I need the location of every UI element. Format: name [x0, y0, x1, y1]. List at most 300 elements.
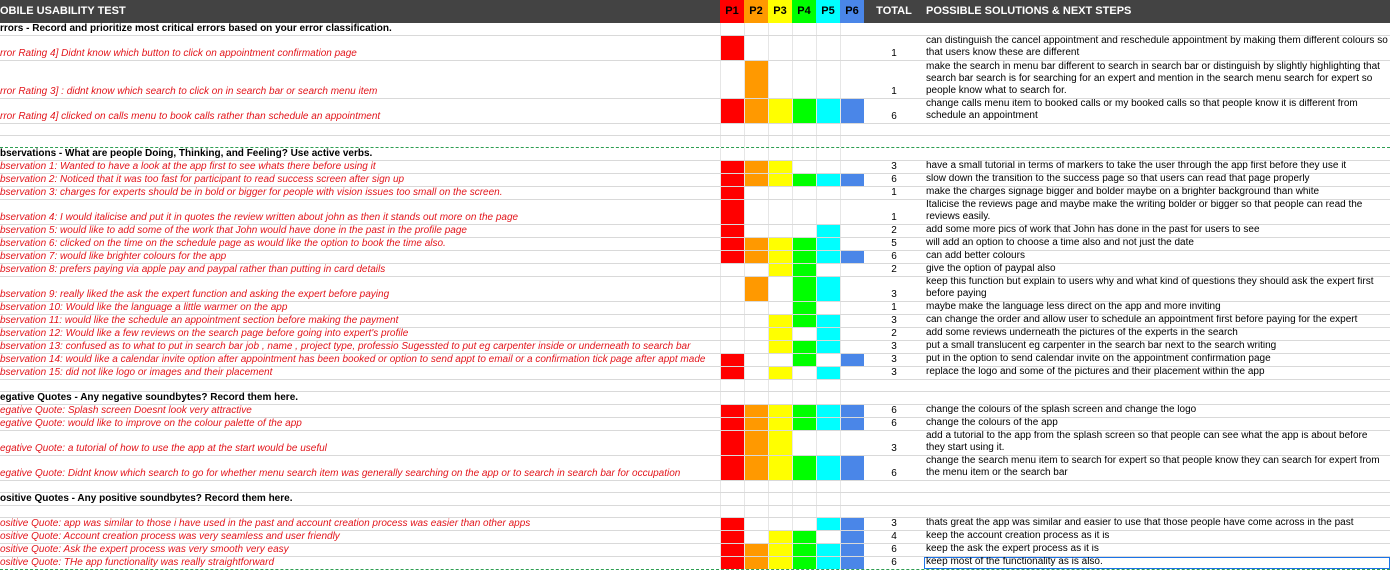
participant-cell-p6[interactable] [840, 392, 864, 404]
participant-cell-p2[interactable] [744, 136, 768, 147]
participant-cell-p6[interactable] [840, 380, 864, 391]
participant-cell-p4[interactable] [792, 481, 816, 492]
participant-cell-p4[interactable] [792, 264, 816, 276]
participant-cell-p3[interactable] [768, 328, 792, 340]
solution-cell[interactable] [924, 99, 1390, 123]
participant-cell-p1[interactable] [720, 61, 744, 98]
participant-cell-p1[interactable] [720, 354, 744, 366]
participant-cell-p4[interactable] [792, 99, 816, 123]
participant-cell-p1[interactable] [720, 225, 744, 237]
finding-cell[interactable] [0, 315, 718, 327]
participant-cell-p5[interactable] [816, 418, 840, 430]
finding-cell[interactable] [0, 238, 718, 250]
participant-cell-p5[interactable] [816, 23, 840, 35]
total-cell[interactable] [866, 418, 922, 430]
participant-cell-p5[interactable] [816, 302, 840, 314]
total-cell[interactable] [866, 238, 922, 250]
finding-cell[interactable] [0, 187, 718, 199]
participant-cell-p6[interactable] [840, 99, 864, 123]
participant-cell-p5[interactable] [816, 456, 840, 480]
participant-cell-p1[interactable] [720, 481, 744, 492]
participant-cell-p4[interactable] [792, 302, 816, 314]
participant-cell-p3[interactable] [768, 367, 792, 379]
participant-cell-p6[interactable] [840, 341, 864, 353]
header-p1[interactable]: P1 [720, 0, 744, 23]
total-cell[interactable] [866, 506, 922, 517]
total-cell[interactable] [866, 557, 922, 569]
participant-cell-p5[interactable] [816, 161, 840, 173]
total-cell[interactable] [866, 367, 922, 379]
solution-cell[interactable] [924, 431, 1390, 455]
participant-cell-p4[interactable] [792, 506, 816, 517]
solution-cell[interactable] [924, 264, 1390, 276]
participant-cell-p1[interactable] [720, 518, 744, 530]
participant-cell-p5[interactable] [816, 200, 840, 224]
participant-cell-p1[interactable] [720, 124, 744, 135]
solution-cell[interactable] [924, 392, 1390, 404]
participant-cell-p4[interactable] [792, 187, 816, 199]
participant-cell-p2[interactable] [744, 200, 768, 224]
participant-cell-p4[interactable] [792, 367, 816, 379]
participant-cell-p6[interactable] [840, 456, 864, 480]
solution-cell[interactable] [924, 23, 1390, 35]
solution-cell[interactable] [924, 328, 1390, 340]
solution-cell[interactable] [924, 277, 1390, 301]
participant-cell-p4[interactable] [792, 544, 816, 556]
participant-cell-p3[interactable] [768, 518, 792, 530]
participant-cell-p6[interactable] [840, 161, 864, 173]
participant-cell-p3[interactable] [768, 341, 792, 353]
finding-cell[interactable] [0, 518, 718, 530]
participant-cell-p4[interactable] [792, 148, 816, 160]
participant-cell-p2[interactable] [744, 148, 768, 160]
participant-cell-p6[interactable] [840, 124, 864, 135]
participant-cell-p2[interactable] [744, 456, 768, 480]
participant-cell-p4[interactable] [792, 493, 816, 505]
participant-cell-p6[interactable] [840, 315, 864, 327]
participant-cell-p5[interactable] [816, 251, 840, 263]
solution-cell[interactable] [924, 148, 1390, 160]
total-cell[interactable] [866, 136, 922, 147]
participant-cell-p6[interactable] [840, 431, 864, 455]
finding-cell[interactable] [0, 431, 718, 455]
participant-cell-p2[interactable] [744, 161, 768, 173]
finding-cell[interactable] [0, 341, 718, 353]
total-cell[interactable] [866, 200, 922, 224]
solution-cell[interactable] [924, 136, 1390, 147]
finding-cell[interactable] [0, 392, 718, 404]
participant-cell-p5[interactable] [816, 277, 840, 301]
participant-cell-p4[interactable] [792, 557, 816, 569]
participant-cell-p1[interactable] [720, 380, 744, 391]
header-p2[interactable]: P2 [744, 0, 768, 23]
solution-cell[interactable] [924, 481, 1390, 492]
solution-cell[interactable] [924, 544, 1390, 556]
participant-cell-p4[interactable] [792, 418, 816, 430]
participant-cell-p2[interactable] [744, 557, 768, 569]
solution-cell[interactable] [924, 518, 1390, 530]
finding-cell[interactable] [0, 354, 718, 366]
total-cell[interactable] [866, 481, 922, 492]
finding-cell[interactable] [0, 174, 718, 186]
finding-cell[interactable] [0, 367, 718, 379]
participant-cell-p5[interactable] [816, 354, 840, 366]
participant-cell-p2[interactable] [744, 544, 768, 556]
participant-cell-p1[interactable] [720, 506, 744, 517]
participant-cell-p1[interactable] [720, 99, 744, 123]
solution-cell[interactable] [924, 124, 1390, 135]
participant-cell-p5[interactable] [816, 124, 840, 135]
participant-cell-p5[interactable] [816, 481, 840, 492]
participant-cell-p2[interactable] [744, 367, 768, 379]
solution-cell[interactable] [924, 36, 1390, 60]
participant-cell-p1[interactable] [720, 23, 744, 35]
participant-cell-p6[interactable] [840, 251, 864, 263]
solution-cell[interactable] [924, 493, 1390, 505]
solution-cell[interactable] [924, 456, 1390, 480]
finding-cell[interactable] [0, 531, 718, 543]
solution-cell[interactable] [924, 557, 1390, 569]
solution-cell[interactable] [924, 341, 1390, 353]
participant-cell-p4[interactable] [792, 251, 816, 263]
participant-cell-p3[interactable] [768, 238, 792, 250]
participant-cell-p1[interactable] [720, 174, 744, 186]
total-cell[interactable] [866, 61, 922, 98]
participant-cell-p5[interactable] [816, 136, 840, 147]
participant-cell-p5[interactable] [816, 531, 840, 543]
header-p6[interactable]: P6 [840, 0, 864, 23]
participant-cell-p6[interactable] [840, 328, 864, 340]
total-cell[interactable] [866, 264, 922, 276]
participant-cell-p2[interactable] [744, 481, 768, 492]
participant-cell-p6[interactable] [840, 200, 864, 224]
total-cell[interactable] [866, 380, 922, 391]
finding-cell[interactable] [0, 161, 718, 173]
participant-cell-p4[interactable] [792, 328, 816, 340]
participant-cell-p3[interactable] [768, 174, 792, 186]
participant-cell-p1[interactable] [720, 328, 744, 340]
participant-cell-p1[interactable] [720, 302, 744, 314]
participant-cell-p4[interactable] [792, 456, 816, 480]
finding-cell[interactable] [0, 544, 718, 556]
participant-cell-p3[interactable] [768, 302, 792, 314]
participant-cell-p4[interactable] [792, 380, 816, 391]
participant-cell-p6[interactable] [840, 238, 864, 250]
participant-cell-p5[interactable] [816, 405, 840, 417]
finding-cell[interactable] [0, 277, 718, 301]
participant-cell-p6[interactable] [840, 531, 864, 543]
solution-cell[interactable] [924, 531, 1390, 543]
participant-cell-p3[interactable] [768, 392, 792, 404]
participant-cell-p6[interactable] [840, 148, 864, 160]
participant-cell-p1[interactable] [720, 405, 744, 417]
total-cell[interactable] [866, 431, 922, 455]
participant-cell-p4[interactable] [792, 431, 816, 455]
finding-cell[interactable] [0, 481, 718, 492]
participant-cell-p4[interactable] [792, 174, 816, 186]
participant-cell-p5[interactable] [816, 225, 840, 237]
participant-cell-p3[interactable] [768, 493, 792, 505]
participant-cell-p6[interactable] [840, 405, 864, 417]
participant-cell-p3[interactable] [768, 148, 792, 160]
participant-cell-p3[interactable] [768, 36, 792, 60]
participant-cell-p5[interactable] [816, 341, 840, 353]
total-cell[interactable] [866, 328, 922, 340]
finding-cell[interactable] [0, 456, 718, 480]
total-cell[interactable] [866, 392, 922, 404]
total-cell[interactable] [866, 36, 922, 60]
participant-cell-p5[interactable] [816, 367, 840, 379]
participant-cell-p4[interactable] [792, 36, 816, 60]
total-cell[interactable] [866, 544, 922, 556]
participant-cell-p3[interactable] [768, 544, 792, 556]
solution-cell[interactable] [924, 161, 1390, 173]
participant-cell-p3[interactable] [768, 251, 792, 263]
participant-cell-p6[interactable] [840, 367, 864, 379]
total-cell[interactable] [866, 518, 922, 530]
total-cell[interactable] [866, 124, 922, 135]
participant-cell-p1[interactable] [720, 315, 744, 327]
participant-cell-p5[interactable] [816, 506, 840, 517]
participant-cell-p6[interactable] [840, 23, 864, 35]
participant-cell-p6[interactable] [840, 136, 864, 147]
participant-cell-p5[interactable] [816, 187, 840, 199]
participant-cell-p1[interactable] [720, 148, 744, 160]
participant-cell-p2[interactable] [744, 493, 768, 505]
total-cell[interactable] [866, 531, 922, 543]
participant-cell-p5[interactable] [816, 328, 840, 340]
participant-cell-p1[interactable] [720, 557, 744, 569]
participant-cell-p2[interactable] [744, 506, 768, 517]
participant-cell-p2[interactable] [744, 225, 768, 237]
participant-cell-p3[interactable] [768, 23, 792, 35]
participant-cell-p2[interactable] [744, 405, 768, 417]
participant-cell-p2[interactable] [744, 302, 768, 314]
participant-cell-p3[interactable] [768, 124, 792, 135]
participant-cell-p5[interactable] [816, 264, 840, 276]
solution-cell[interactable] [924, 238, 1390, 250]
participant-cell-p4[interactable] [792, 124, 816, 135]
participant-cell-p4[interactable] [792, 277, 816, 301]
participant-cell-p4[interactable] [792, 315, 816, 327]
finding-cell[interactable] [0, 557, 718, 569]
participant-cell-p2[interactable] [744, 23, 768, 35]
finding-cell[interactable] [0, 264, 718, 276]
participant-cell-p2[interactable] [744, 36, 768, 60]
participant-cell-p2[interactable] [744, 277, 768, 301]
solution-cell[interactable] [924, 61, 1390, 98]
finding-cell[interactable] [0, 225, 718, 237]
finding-cell[interactable] [0, 99, 718, 123]
participant-cell-p6[interactable] [840, 518, 864, 530]
participant-cell-p3[interactable] [768, 557, 792, 569]
total-cell[interactable] [866, 341, 922, 353]
participant-cell-p5[interactable] [816, 392, 840, 404]
participant-cell-p2[interactable] [744, 61, 768, 98]
participant-cell-p6[interactable] [840, 174, 864, 186]
solution-cell[interactable] [924, 225, 1390, 237]
solution-cell[interactable] [924, 506, 1390, 517]
participant-cell-p5[interactable] [816, 493, 840, 505]
participant-cell-p6[interactable] [840, 36, 864, 60]
participant-cell-p5[interactable] [816, 431, 840, 455]
participant-cell-p3[interactable] [768, 187, 792, 199]
total-cell[interactable] [866, 187, 922, 199]
participant-cell-p3[interactable] [768, 200, 792, 224]
participant-cell-p5[interactable] [816, 61, 840, 98]
participant-cell-p1[interactable] [720, 238, 744, 250]
participant-cell-p2[interactable] [744, 238, 768, 250]
finding-cell[interactable] [0, 200, 718, 224]
participant-cell-p6[interactable] [840, 557, 864, 569]
participant-cell-p1[interactable] [720, 392, 744, 404]
participant-cell-p5[interactable] [816, 238, 840, 250]
participant-cell-p1[interactable] [720, 341, 744, 353]
participant-cell-p3[interactable] [768, 418, 792, 430]
participant-cell-p2[interactable] [744, 174, 768, 186]
participant-cell-p1[interactable] [720, 264, 744, 276]
participant-cell-p4[interactable] [792, 518, 816, 530]
participant-cell-p3[interactable] [768, 380, 792, 391]
participant-cell-p1[interactable] [720, 36, 744, 60]
header-p5[interactable]: P5 [816, 0, 840, 23]
solution-cell[interactable] [924, 251, 1390, 263]
solution-cell[interactable] [924, 405, 1390, 417]
participant-cell-p3[interactable] [768, 315, 792, 327]
participant-cell-p4[interactable] [792, 161, 816, 173]
participant-cell-p3[interactable] [768, 531, 792, 543]
participant-cell-p1[interactable] [720, 200, 744, 224]
participant-cell-p2[interactable] [744, 418, 768, 430]
participant-cell-p1[interactable] [720, 431, 744, 455]
participant-cell-p6[interactable] [840, 302, 864, 314]
total-cell[interactable] [866, 225, 922, 237]
solution-cell[interactable] [924, 187, 1390, 199]
finding-cell[interactable] [0, 23, 718, 35]
total-cell[interactable] [866, 493, 922, 505]
participant-cell-p5[interactable] [816, 557, 840, 569]
total-cell[interactable] [866, 99, 922, 123]
participant-cell-p2[interactable] [744, 315, 768, 327]
participant-cell-p2[interactable] [744, 354, 768, 366]
participant-cell-p4[interactable] [792, 136, 816, 147]
participant-cell-p3[interactable] [768, 431, 792, 455]
participant-cell-p2[interactable] [744, 341, 768, 353]
finding-cell[interactable] [0, 148, 718, 160]
participant-cell-p3[interactable] [768, 225, 792, 237]
participant-cell-p3[interactable] [768, 161, 792, 173]
finding-cell[interactable] [0, 124, 718, 135]
participant-cell-p6[interactable] [840, 187, 864, 199]
total-cell[interactable] [866, 315, 922, 327]
participant-cell-p6[interactable] [840, 418, 864, 430]
participant-cell-p5[interactable] [816, 148, 840, 160]
participant-cell-p6[interactable] [840, 506, 864, 517]
participant-cell-p6[interactable] [840, 493, 864, 505]
participant-cell-p2[interactable] [744, 392, 768, 404]
participant-cell-p1[interactable] [720, 544, 744, 556]
participant-cell-p6[interactable] [840, 481, 864, 492]
participant-cell-p2[interactable] [744, 518, 768, 530]
solution-cell[interactable] [924, 315, 1390, 327]
participant-cell-p4[interactable] [792, 238, 816, 250]
participant-cell-p1[interactable] [720, 251, 744, 263]
total-cell[interactable] [866, 148, 922, 160]
solution-cell[interactable] [924, 380, 1390, 391]
finding-cell[interactable] [0, 36, 718, 60]
participant-cell-p3[interactable] [768, 456, 792, 480]
participant-cell-p5[interactable] [816, 380, 840, 391]
participant-cell-p1[interactable] [720, 187, 744, 199]
participant-cell-p2[interactable] [744, 99, 768, 123]
participant-cell-p5[interactable] [816, 36, 840, 60]
solution-cell[interactable] [924, 354, 1390, 366]
solution-cell[interactable] [924, 302, 1390, 314]
participant-cell-p4[interactable] [792, 225, 816, 237]
participant-cell-p2[interactable] [744, 431, 768, 455]
total-cell[interactable] [866, 161, 922, 173]
participant-cell-p3[interactable] [768, 354, 792, 366]
solution-cell[interactable] [924, 174, 1390, 186]
participant-cell-p3[interactable] [768, 61, 792, 98]
participant-cell-p3[interactable] [768, 506, 792, 517]
total-cell[interactable] [866, 354, 922, 366]
total-cell[interactable] [866, 23, 922, 35]
participant-cell-p3[interactable] [768, 405, 792, 417]
participant-cell-p1[interactable] [720, 456, 744, 480]
participant-cell-p3[interactable] [768, 136, 792, 147]
participant-cell-p1[interactable] [720, 493, 744, 505]
finding-cell[interactable] [0, 380, 718, 391]
solution-cell[interactable] [924, 200, 1390, 224]
participant-cell-p2[interactable] [744, 124, 768, 135]
participant-cell-p6[interactable] [840, 544, 864, 556]
header-solutions[interactable]: POSSIBLE SOLUTIONS & NEXT STEPS [926, 5, 1132, 17]
participant-cell-p3[interactable] [768, 264, 792, 276]
participant-cell-p4[interactable] [792, 61, 816, 98]
header-total[interactable]: TOTAL [876, 5, 912, 17]
finding-cell[interactable] [0, 493, 718, 505]
finding-cell[interactable] [0, 506, 718, 517]
participant-cell-p2[interactable] [744, 380, 768, 391]
participant-cell-p4[interactable] [792, 405, 816, 417]
participant-cell-p1[interactable] [720, 277, 744, 301]
sheet-title[interactable]: OBILE USABILITY TEST [0, 5, 126, 17]
finding-cell[interactable] [0, 251, 718, 263]
participant-cell-p4[interactable] [792, 354, 816, 366]
participant-cell-p2[interactable] [744, 328, 768, 340]
header-p4[interactable]: P4 [792, 0, 816, 23]
participant-cell-p2[interactable] [744, 187, 768, 199]
finding-cell[interactable] [0, 61, 718, 98]
participant-cell-p2[interactable] [744, 531, 768, 543]
participant-cell-p1[interactable] [720, 531, 744, 543]
participant-cell-p1[interactable] [720, 367, 744, 379]
participant-cell-p3[interactable] [768, 99, 792, 123]
finding-cell[interactable] [0, 136, 718, 147]
total-cell[interactable] [866, 456, 922, 480]
participant-cell-p2[interactable] [744, 264, 768, 276]
participant-cell-p5[interactable] [816, 99, 840, 123]
participant-cell-p6[interactable] [840, 61, 864, 98]
participant-cell-p6[interactable] [840, 354, 864, 366]
participant-cell-p3[interactable] [768, 277, 792, 301]
finding-cell[interactable] [0, 302, 718, 314]
participant-cell-p4[interactable] [792, 200, 816, 224]
participant-cell-p5[interactable] [816, 544, 840, 556]
participant-cell-p5[interactable] [816, 174, 840, 186]
participant-cell-p6[interactable] [840, 264, 864, 276]
